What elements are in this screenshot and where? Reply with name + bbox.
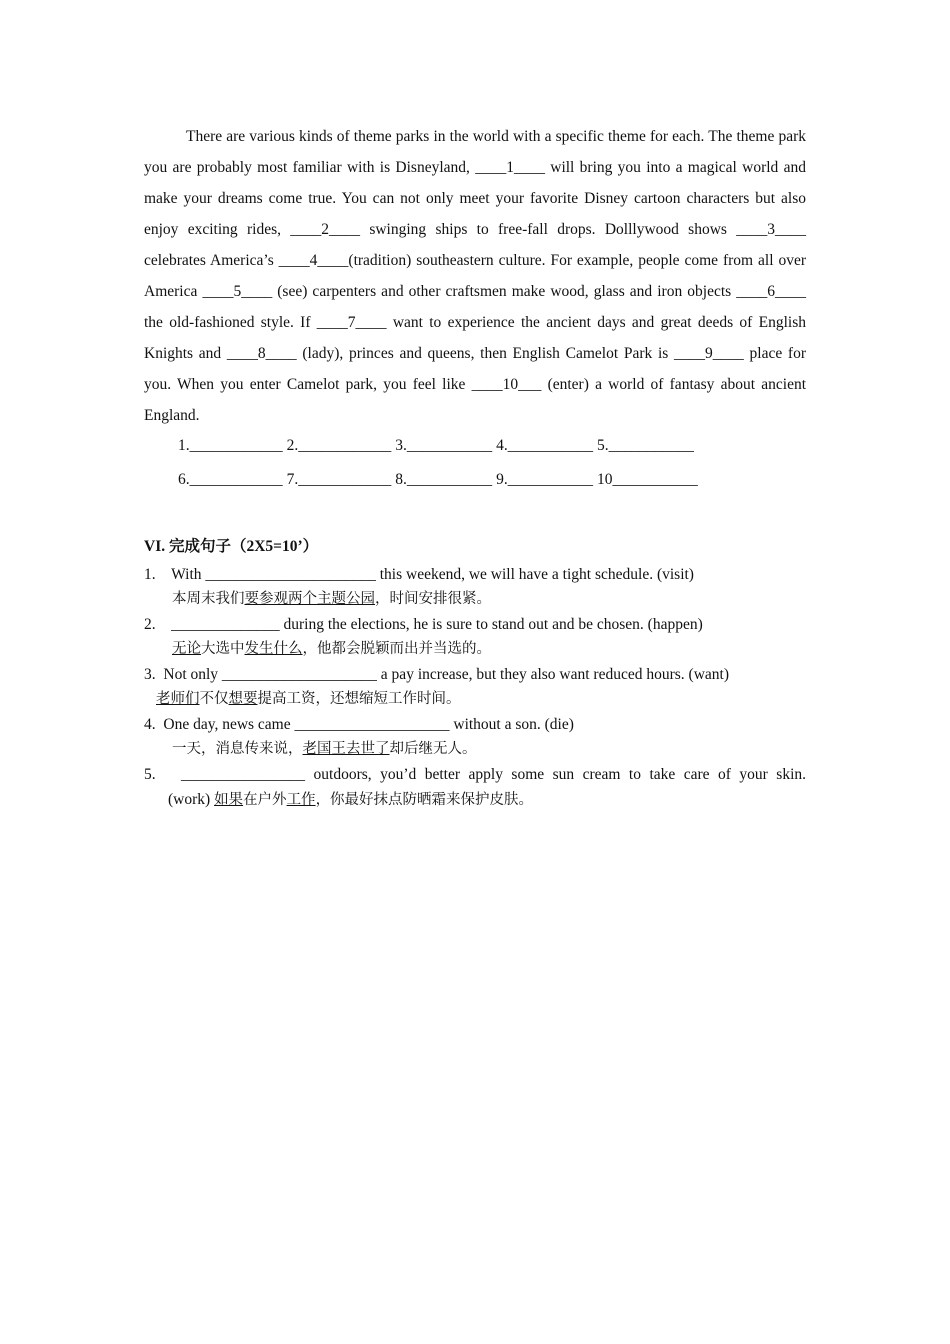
item-english: One day, news came ____________________ without a son. (die) xyxy=(163,716,574,733)
blank-9: ____9____ xyxy=(674,345,744,362)
passage-text: the old-fashioned style. If xyxy=(144,314,317,331)
item-number: 4. xyxy=(144,716,156,733)
blank-3: ____3____ xyxy=(736,221,806,238)
answer-blank[interactable]: 9.___________ xyxy=(496,471,593,488)
answer-blank[interactable]: 10___________ xyxy=(597,471,698,488)
zh-text: ，他都会脱颖而出并当选的。 xyxy=(302,641,491,657)
zh-text: ，时间安排很紧。 xyxy=(375,591,491,607)
blank-2: ____2____ xyxy=(290,221,361,238)
passage-text: There are various kinds of theme parks in the world with a specific theme for each. The theme park you are probably most familiar with is Disneyland, xyxy=(144,128,806,176)
zh-text: ，你最好抹点防晒霜来保护皮肤。 xyxy=(315,792,534,808)
zh-text: 本周末我们 xyxy=(172,591,245,607)
passage-text: will bring you into a magical world and make your dreams come true. You can not only meet your favorite Disney cartoon characters but also enjoy exciting rides, xyxy=(144,159,806,238)
sentence-item-3 xyxy=(144,662,806,712)
item-number: 1. xyxy=(144,566,156,583)
sentence-item-4 xyxy=(144,712,806,762)
zh-underlined: 发生什么 xyxy=(244,641,303,657)
zh-text: 在户外 xyxy=(243,792,287,808)
blank-7: ____7____ xyxy=(316,314,387,331)
passage-text: want to experience the ancient days and great deeds of English Knights and xyxy=(144,314,806,362)
blank-8: ____8____ xyxy=(226,345,297,362)
answer-blank[interactable]: 7.____________ xyxy=(286,471,392,488)
answer-blank[interactable]: 3.___________ xyxy=(395,437,493,454)
sentence-item-5 xyxy=(144,762,806,813)
answer-blank[interactable]: 8.___________ xyxy=(395,471,493,488)
item-chinese xyxy=(144,637,806,662)
passage-text: (lady), princes and queens, then English Camelot Park is xyxy=(296,345,675,362)
zh-underlined: 想要 xyxy=(228,691,258,707)
blank-5: ____5____ xyxy=(202,283,273,300)
sentence-item-1 xyxy=(144,562,806,612)
zh-underlined: 无论 xyxy=(172,641,201,657)
zh-underlined: 如果 xyxy=(214,792,244,808)
zh-text: 提高工资，还想缩短工作时间。 xyxy=(257,691,461,707)
zh-underlined: 老国王去世了 xyxy=(302,741,390,757)
cloze-passage xyxy=(144,121,806,431)
answer-blank[interactable]: 2.____________ xyxy=(286,437,392,454)
item-number: 5. xyxy=(144,766,156,783)
section-title: VI. 完成句子（2X5=10’） xyxy=(144,538,319,555)
item-english: With ______________________ this weekend, we will have a tight schedule. (visit) xyxy=(171,566,694,583)
item-english: ________________ outdoors, you’d better apply some sun cream to take care of your skin. xyxy=(181,766,807,783)
zh-text: 大选中 xyxy=(201,641,245,657)
blank-6: ____6____ xyxy=(736,283,807,300)
answer-blank[interactable]: 5.___________ xyxy=(597,437,694,454)
answer-blanks-row-1 xyxy=(178,437,698,455)
answer-blank[interactable]: 1.____________ xyxy=(178,437,283,454)
passage-text: place for you. When you enter Camelot park, you feel like xyxy=(144,345,806,393)
item-number: 2. xyxy=(144,616,156,633)
item-chinese xyxy=(144,737,806,762)
answer-blank[interactable]: 4.___________ xyxy=(496,437,593,454)
item-chinese xyxy=(144,587,806,612)
item-continuation xyxy=(144,787,806,813)
blank-10: ____10___ xyxy=(471,376,542,393)
zh-text: 一天，消息传来说， xyxy=(172,741,303,757)
answer-blank[interactable]: 6.____________ xyxy=(178,471,283,488)
passage-text: (tradition) southeastern culture. For example, people come from all over America xyxy=(144,252,807,300)
zh-text: 不仅 xyxy=(199,691,229,707)
item-number: 3. xyxy=(144,666,156,683)
item-english: ______________ during the elections, he is sure to stand out and be chosen. (happen) xyxy=(171,616,703,633)
passage-text: (enter) a world of fantasy about ancient England. xyxy=(144,376,807,424)
zh-text: 却后继无人。 xyxy=(389,741,477,757)
blank-1: ____1____ xyxy=(475,159,545,176)
passage-text: swinging ships to free-fall drops. Dolllywood shows xyxy=(360,221,737,238)
zh-underlined: 工作 xyxy=(286,792,316,808)
item-english-tail: (work) xyxy=(168,791,215,808)
passage-text: (see) carpenters and other craftsmen make wood, glass and iron objects xyxy=(272,283,737,300)
item-english: Not only ____________________ a pay increase, but they also want reduced hours. (want) xyxy=(163,666,729,683)
zh-underlined: 老师们 xyxy=(156,691,200,707)
item-chinese xyxy=(214,792,533,808)
passage-text: celebrates America’s xyxy=(144,252,279,269)
zh-underlined: 要参观两个主题公园 xyxy=(244,591,375,607)
blank-4: ____4____ xyxy=(278,252,349,269)
item-chinese xyxy=(144,687,806,712)
sentence-item-2 xyxy=(144,612,806,662)
answer-blanks-row-2 xyxy=(178,471,702,489)
